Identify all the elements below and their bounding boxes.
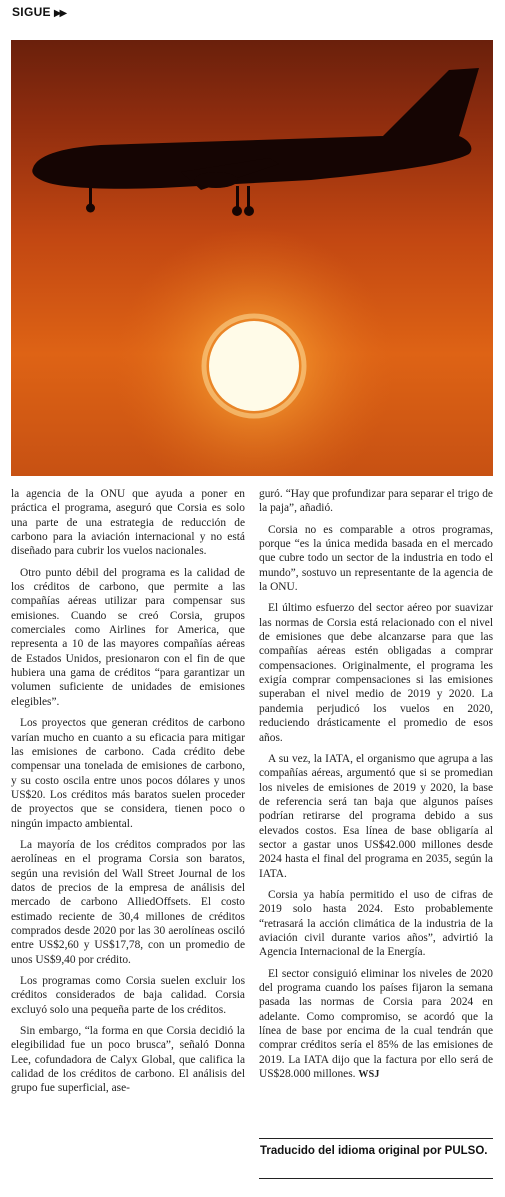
paragraph: Corsia no es comparable a otros programas, porque “es la única medida basada en el mercado que cubre todo un sector de la industria en todo el mundo”, sostuvo un representante de la agencia de la ONU. <box>259 523 493 594</box>
paragraph: Sin embargo, “la forma en que Corsia decidió la elegibilidad fue un poco brusca”, señaló Donna Lee, cofundadora de Calyx Global, que califica la calidad de los créditos de carbono. El análisis del grupo fue superficial, ase- <box>11 1025 245 1095</box>
paragraph-last <box>259 967 493 1083</box>
credit-top-rule <box>259 1138 493 1139</box>
translation-credit: Traducido del idioma original por PULSO. <box>260 1145 488 1157</box>
article-photo <box>11 40 493 476</box>
sigue-text: SIGUE <box>12 5 51 19</box>
paragraph: Los proyectos que generan créditos de carbono varían mucho en cuanto a su eficacia para mitigar las emisiones de carbono. Cada crédito debe compensar una tonelada de emisiones de carbono, y su costo oscila entre unos pocos dólares y unos US$20. Los créditos más baratos suelen proceder de proyectos que se considera, tienen poco o ningún impacto ambiental. <box>11 717 245 830</box>
paragraph: A su vez, la IATA, el organismo que agrupa a las compañías aéreas, argumentó que si se promedian los niveles de emisiones de 2019 y 2020, la base de referencia será tan baja que algunos países podrían retirarse del programa debido a sus elevados costos. Esa línea de base obligaría al sector a gastar unos US$42.000 millones desde 2024 hasta el final del programa en 2035, según la IATA. <box>259 752 493 880</box>
credit-bottom-rule <box>259 1178 493 1179</box>
paragraph: Otro punto débil del programa es la calidad de los créditos de carbono, que permite a las compañías aéreas utilizar para compensar sus emisiones. Cuando se creó Corsia, grupos comerciales como Airlines for America, que representa a 10 de las mayores compañías aéreas de Estados Unidos, presionaron con el fin de que hubiera una gama de créditos “para garantizar un volumen suficiente de unidades de emisiones elegibles”. <box>11 566 245 708</box>
paragraph: El último esfuerzo del sector aéreo por suavizar las normas de Corsia está relacionado con el nivel de emisiones que debe alcanzarse para que las compañías aéreas estén obligadas a comprar compensaciones. Originalmente, el programa les exigía comprar compensaciones si las emisiones superaban el nivel medio de 2019 y 2020. La pandemia perjudicó los vuelos en 2020, reduciendo drásticamente el promedio de esos años. <box>259 602 493 744</box>
paragraph: guró. “Hay que profundizar para separar el trigo de la paja”, añadió. <box>259 488 493 515</box>
paragraph: Corsia ya había permitido el uso de cifras de 2019 solo hasta 2024. Esto probablemente “retrasará la acción climática de la industria de la aviación civil durante varios años”, advirtió la Agencia Internacional de la Energía. <box>259 888 493 959</box>
airplane-silhouette-sunset-photo <box>11 40 493 476</box>
paragraph: Los programas como Corsia suelen excluir los créditos considerados de baja calidad. Corsia excluyó solo una pequeña parte de los créditos. <box>11 975 245 1016</box>
article-column-right <box>259 487 493 1089</box>
paragraph: La mayoría de los créditos comprados por las aerolíneas en el programa Corsia son baratos, según una revisión del Wall Street Journal de los datos de precios de la empresa de análisis del mercado de carbono AlliedOffsets. El costo estimado reciente de 30,4 millones de créditos comprados desde 2020 por las 30 aerolíneas osciló entre US$2,60 y US$17,78, con un promedio de unos US$9,40 por crédito. <box>11 838 245 966</box>
article-column-left <box>11 487 245 1103</box>
double-arrow-icon: ▶▶ <box>53 8 66 19</box>
paragraph-text: El sector consiguió eliminar los niveles de 2020 del programa cuando los países fijaron la semana pasada las normas de Corsia para 2024 en adelante. Como compromiso, se acordó que la línea de base por encima de la cual tendrán que comprar créditos sería el 85% de las emisiones de 2019. La IATA dijo que la factura por ello será de US$28.000 millones. <box>259 967 493 1081</box>
sigue-label <box>12 5 65 19</box>
wsj-signature: WSJ <box>358 1069 380 1081</box>
paragraph: la agencia de la ONU que ayuda a poner en práctica el programa, aseguró que Corsia es solo una parte de una estrategia de reducción de carbono para la aviación internacional y no está diseñado para cubrir los vuelos nacionales. <box>11 488 245 558</box>
